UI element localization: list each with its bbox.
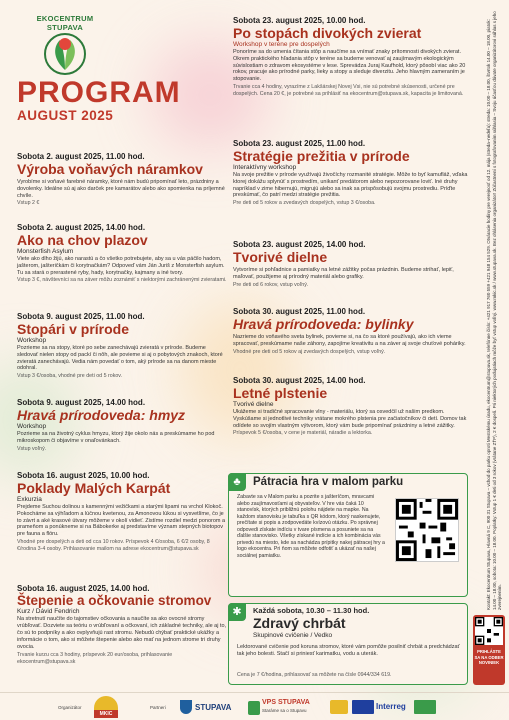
event-description: Na svoje prežitie v prírode využívajú živočíchy rozmanité stratégie. Môže to byť kamufláž, vďaka ktorej dokážu splynúť s prostredím, unikanť predátorom alebo nepozorovane loviť. Iné druhy napríklad v zime hibernujú, migrujú alebo sa inak sa prispôsobujú svojmu prostrediu. Príďte preskúmať, čo patrí medzi stratégie prežitia. <box>233 171 468 199</box>
park-game-box <box>228 473 468 597</box>
yoga-text: Lektorované cvičenie pod koruna stromov, ktoré vám pomôže posilniť chrbát a predchádzať tak jeho bolesti. Stačí si priniesť karimatku, vodu a uterák. <box>237 644 460 657</box>
event-description: Nazrieme do voňavého sveta bylinek, povieme si, na čo sa ktoré používajú, ako ich vieme spracovať, preskúmame naše záhony, zapojíme kreativitu a na záver aj svoje chuťové poháriky. <box>233 333 466 347</box>
event-note: Vstup 3 €, návštevníci sa na záver môžu zoznámiť s niektorými zachránenými zvieratami. <box>17 277 227 284</box>
event-title: Hravá prírodoveda: hmyz <box>17 407 186 423</box>
event-description: Vytvoríme si pohľadnice a pamiatky na letné zážitky počas prázdnin. Budeme strihať, lepiť, maľovať, použijeme aj prírodný materiál alebo grafiky. <box>233 266 454 280</box>
event-note: Vstup 3 €/osoba, vhodné pre deti od 5 rokov. <box>17 373 123 380</box>
event-note: Pre deti od 5 rokov a zvedavých dospelých, vstup 3 €/osoba. <box>233 200 376 207</box>
event-kind: Workshop v teréne pre dospelých <box>233 40 330 48</box>
event-date: Sobota 30. august 2025, 11.00 hod. <box>233 307 366 316</box>
event-note: Trvanie cca 4 hodiny, vyrazíme z Lakšárskej Novej Vsi, nie sú potrebné skúsenosti, určené pre dospelých. Cena 20 €, je potrebné sa prihlásiť na ekocentrum@stupava.sk, kapacita je limitovaná. <box>233 84 464 98</box>
healthy-back-box <box>228 603 468 685</box>
qr-code[interactable] <box>395 498 459 562</box>
event-note: Vstup voľný. <box>17 445 47 452</box>
event-card <box>233 376 470 437</box>
event-kind: Tvorivé dielne <box>233 400 274 408</box>
event-description: Na stretnutí naučíte do tajomstiev očkovania a naučíte sa ako ovocné stromy vrúbľovať. Dozviete sa teóriu o vrúbľovaní a očkovaní, ich základné techniky, ale aj to, čo sú to podpníky a ako ovplyvňujú rast stromu. Nebudú chýbať praktické ukážky a informácie o tom, ako si môžete štepenie alebo ako mať na jednom strome tri druhy ovocia. <box>17 616 227 650</box>
newsletter-qr[interactable] <box>475 617 503 645</box>
exercise-icon: ✱ <box>228 603 246 621</box>
event-description: Viete ako dlho žijú, ako narastú a čo všetko potrebujete, aby sa u vás páčilo hadom, jašterom, jašteričkám či korytnačkám? Odpoveď vám Ján Juriš z Monsterfish asylum. Tu sa stará o prerastené ryby, hady, korytnačky, kajmany a iné tvory. <box>17 255 225 276</box>
yoga-note: Cena je 7 €/hodina, prihlasovať sa môžete na čísle 0944/334 619. <box>237 672 392 678</box>
event-kind: Workshop <box>17 336 47 344</box>
event-title: Štepenie a očkovanie stromov <box>17 593 212 608</box>
partners-label: Partneri <box>150 705 166 710</box>
event-date: Sobota 30. august 2025, 14.00 hod. <box>233 376 366 385</box>
event-description: Pozrieme sa na stopy, ktoré po sebe zanechávajú zvieratá v prírode. Budeme sledovať nielen stopy od packí či nôh, ale povieme si aj o pobytových znakoch, ktoré zvieratá zanechávajú. Vedia nám povedať o tom, aký prírode sa na danom mieste odohral. <box>17 344 223 372</box>
event-note: Vstup 2 € <box>17 200 40 207</box>
event-description: Vyrobíme si voňavé farebné náramky, ktoré nám budú pripomínať leto, prázdniny a dovolenky. Ideálne sú aj ako darček pre kamarátov alebo ako spomienka na príjemné chvíle. <box>17 178 225 199</box>
contact-sidebar <box>486 10 508 610</box>
ekocentrum-logo <box>32 14 98 78</box>
event-date: Sobota 16. august 2025, 14.00 hod. <box>17 584 150 593</box>
organizer-label: Organizátor <box>58 705 82 710</box>
stupava-crest-icon <box>180 700 192 714</box>
event-description: Prejdeme Suchou dolinou s kamennými vežičkami a starými lipami na vrchol Klokoč. Pokocháme sa výhľadom a lúčnou kvetenou, za Amonovou lúkou si vysvetlíme, čo je to závrt a aké krasové útvary môžeme v okolí vidieť. Zistíme rozdiel medzi ponorom a prameňom a ponúkneme si na Bábokerke aj predstavíme význam stepných biotopov pre fauna a flóru. <box>17 503 226 538</box>
event-kind: Workshop <box>17 422 47 430</box>
event-note: Vhodné pre dospelých a deti od cca 10 rokov. Príspevok 4 €/osoba, 6 €/2 osoby, 8 €/rodina 3-4 osoby. Prihlasovanie mailom na adrese ekocentrum@stupava.sk <box>17 539 210 553</box>
event-card <box>17 471 227 553</box>
stupava-logo-text: STUPAVA <box>195 703 232 712</box>
event-title: Letné plstenie <box>233 385 328 401</box>
newsletter-label: PRIHLÁSTE SA NA ODBER NOVINIEK <box>474 649 504 665</box>
yoga-date: Každá sobota, 10.30 – 11.30 hod. <box>253 606 370 615</box>
event-kind: Kurz / Dávid Fendrich <box>17 608 80 616</box>
event-kind: Interaktívny workshop <box>233 163 297 171</box>
event-title: Hravá prírodoveda: bylinky <box>233 316 414 332</box>
mkic-logo: MKIC <box>94 696 118 718</box>
event-title: Tvorivé dielne <box>233 249 328 265</box>
event-title: Stratégie prežitia v prírode <box>233 148 410 164</box>
event-kind: Exkurzia <box>17 495 42 503</box>
eu-flag-icon <box>352 700 374 714</box>
event-card <box>233 240 470 288</box>
event-description: Ponoríme sa do umenia čítania stôp a naučíme sa vnímať znaky prítomnosti divokých zvierat. Okrem praktického hľadania stôp v teréne sa budeme venovať aj zaujímavým ekologickým súvislostiam o zdravom ekosystéme v lese. Sprevádza Juraj Kaufhold, ktorý pôsobí viac ako 20 rokov, pracuje ako prírodné parky, lieky a stopy a sleduje diverzitu. Jeho hlavným zameraním je stopovanie. <box>233 48 466 83</box>
event-date: Sobota 23. august 2025, 11.00 hod. <box>233 139 366 148</box>
event-date: Sobota 2. august 2025, 14.00 hod. <box>17 223 146 232</box>
event-title: Po stopách divokých zvierat <box>233 25 422 41</box>
event-date: Sobota 23. august 2025, 10.00 hod. <box>233 16 366 25</box>
event-card <box>233 16 470 98</box>
event-date: Sobota 16. august 2025, 10.00 hod. <box>17 471 150 480</box>
park-game-title: Pátracia hra v malom parku <box>253 476 404 488</box>
event-title: Poklady Malých Karpát <box>17 480 171 496</box>
event-description: Ukážeme si tradičné spracovanie vlny - materiálu, ktorý sa osvedčil už našim predkom. Vyskúšame si jednotlivé techniky vrátane mokrého plstenia pre začiatočníkov či detí. Domov tak odídete so svojím vlastným výtvorom, ktorý vám bude pripomínať prázdniny a letné zážitky. <box>233 408 467 429</box>
contact-text: Kontakt: Ekocentrum Stupava, Hlavná 9 C, 900 31 Stupava – vchod do parku oproti Mestskému úradu, ekocentrum@stupava.sk, telefónne číslo: +421 917 760 559 +421 948 154 529. Otváracie hodiny pre verejnosť od 12. mája (streda–nedeľa): streda: 10.00 – 18.00, štvrtok 14.00 – 18.00, piatok: 14.00 – 18.00, sobota: 10.00 – 18.00. Poplatky: Vstup 1 € deti od 3 rokov (vrátane ZŤP), 2 € dospelí. Pri niektorých podujatiach môže byť vstup voľný. www.mkic.sk / www.stupava.sk. Bez ohlásenia organizátor! Zúčastnení s fotografovaním súhlasia – Svoju účasťou dávate organizátorovi súhlas s jeho zverejnením. <box>486 11 502 610</box>
footer <box>0 692 509 720</box>
partner-logo <box>330 700 348 714</box>
event-card <box>17 312 227 380</box>
logo-arc-text: EKOCENTRUM STUPAVA <box>36 14 94 32</box>
vps-sub: Staráme sa o Stupavu <box>262 708 307 713</box>
yoga-title: Zdravý chrbát <box>253 615 346 631</box>
interreg-logo: Interreg <box>376 702 406 711</box>
event-description: Pozrieme sa na životný cyklus hmyzu, ktorý žije okolo nás a preskúmame ho pod mikroskopom či objavíme v onaľovánkach. <box>17 430 215 444</box>
event-kind: Monsterfish Asylum <box>17 247 74 255</box>
tree-icon: ♣ <box>228 473 246 491</box>
event-date: Sobota 9. august 2025, 14.00 hod. <box>17 398 146 407</box>
event-card <box>17 152 227 207</box>
partner-logo <box>414 700 436 714</box>
event-date: Sobota 23. august 2025, 14.00 hod. <box>233 240 366 249</box>
event-card <box>17 398 227 452</box>
page-subtitle: AUGUST 2025 <box>17 108 114 123</box>
event-date: Sobota 9. august 2025, 11.00 hod. <box>17 312 145 321</box>
park-game-text: Zabavte sa v Malom parku a pozrite s jašteríčom, mravcami alebo zaujímavosťami aj obyvateľov. V hre vás čaká 10 stanovísk, ktorých približnú polohu nájdete na mapke. Na každom stanovisku je tabuľka s QR kódom, ktorý naskenujete, prečítate si popis a zodpovedáte kvízovú otázku. Po správnej odpovedi získate indíciu v tvare písmena a posuniete sa na ďalšie stanovisko. Všetky získané indície a ich kombinácia vás privedú na miesto, kde sa nachádza prípitky nakej pátracej hry a logo ekocentra. Pri ňom sa môžete odfotiť a ukázať na našej sociálnej pamiatku. <box>237 494 385 559</box>
event-date: Sobota 2. august 2025, 11.00 hod. <box>17 152 145 161</box>
event-title: Stopári v prírode <box>17 321 130 337</box>
event-note: Príspevok 5 €/osoba, v cene je materiál, náradie a lektorka. <box>233 430 373 437</box>
event-card <box>17 223 227 284</box>
vps-icon <box>248 701 260 715</box>
event-title: Výroba voňavých náramkov <box>17 161 203 177</box>
event-note: Trvanie kurzu cca 3 hodiny, príspevok 20 eur/osoba, prihlasovanie ekocentrum@stupava.sk <box>17 651 173 665</box>
event-card <box>17 584 227 665</box>
event-title: Ako na chov plazov <box>17 232 148 248</box>
newsletter-badge[interactable] <box>473 615 505 685</box>
event-note: Vhodné pre deti od 5 rokov aj zvedavých dospelých, vstup voľný. <box>233 348 386 355</box>
event-note: Pre deti od 6 rokov, vstup voľný. <box>233 281 309 288</box>
vps-logo-text: VPS STUPAVA <box>262 699 310 706</box>
event-card <box>233 307 470 355</box>
page-title: PROGRAM <box>17 76 181 109</box>
yoga-kind: Skupinové cvičenie / Vedko <box>253 632 333 639</box>
event-card <box>233 139 470 207</box>
